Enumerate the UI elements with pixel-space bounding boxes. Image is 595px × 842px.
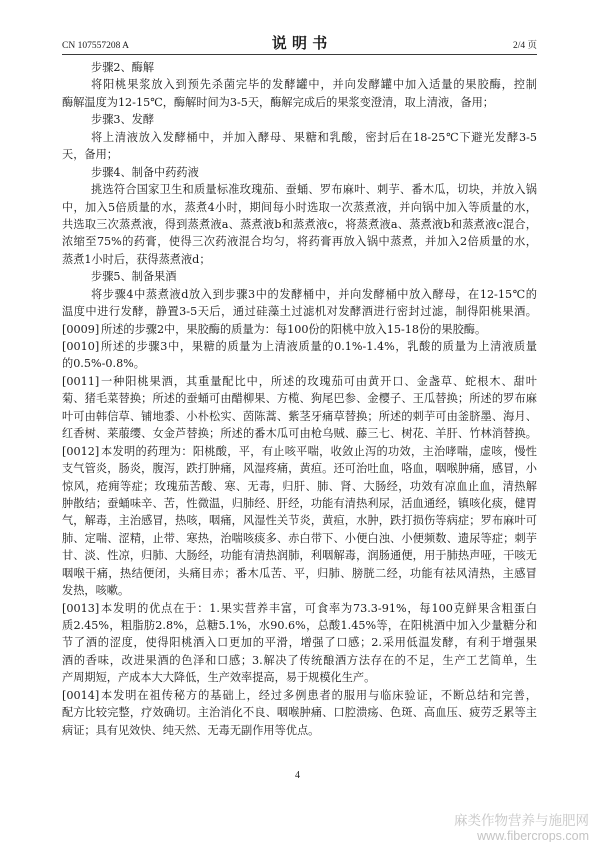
text-line: 甘、淡、性凉，归肺、大肠经，功能有清热润肺，利咽解毒，润肠通便，用于肺热声哑，干咳无: [62, 549, 537, 563]
paragraph-number: [0013]: [62, 601, 100, 615]
text-line: 病证；具有见效快、纯天然、无毒无副作用等优点。: [62, 723, 320, 737]
patent-number: CN 107557208 A: [62, 41, 130, 51]
text-line: 酒的香味，改进果酒的色泽和口感；3.解决了传统酿酒方法存在的不足，生产工艺简单，生: [62, 653, 537, 667]
text-line: 酶解温度为12-15℃，酶解时间为3-5天，酶解完成后的果浆变澄清，取上清液，备用；: [62, 95, 494, 109]
text-line: 节了酒的涩度，使得阳桃酒入口更加的平滑，增强了口感；2.采用低温发酵，有利于增强果: [62, 636, 537, 650]
text-line: 咽喉干痛，热结便闭，头痛目赤；番木瓜苦、平，归肺、膀胱二经，功能有祛风清热，主感冒: [62, 566, 537, 580]
text-line: 发热，咳嗽。: [62, 584, 130, 598]
paragraph-number: [0014]: [62, 688, 100, 702]
paragraph-number: [0009]: [62, 322, 100, 336]
text-line: 菊、猪毛菜替换；所述的蚕蛹可由醋柳果、方榄、狗尾巴参、金樱子、王瓜替换；所述的罗布麻: [62, 392, 537, 406]
paragraph: [62, 338, 537, 373]
page-header: [62, 36, 537, 55]
text-line: 肿散结；蚕蛹味辛、苦，性微温，归肺经、肝经，功能有清热利尿，活血通经，镇咳化痰，健胃: [62, 496, 537, 510]
text-line: 共选取三次蒸煮液，得到蒸煮液a、蒸煮液b和蒸煮液c，将蒸煮液a、蒸煮液b和蒸煮液c混合，: [62, 217, 537, 231]
text-line: 温度中进行发酵，静置3-5天后，通过硅藻土过滤机对发酵酒进行密封过滤，制得阳桃果酒。: [62, 305, 537, 319]
text-line: 气，解毒，主治感冒，热咳，咽痛，风湿性关节炎，黄疸，水肿，跌打损伤等病症；罗布麻叶可: [62, 514, 537, 528]
document-title: 说 明 书: [271, 34, 328, 52]
text-line: 质2.45%，粗脂肪2.8%，总糖5.1%，水90.6%，总酸1.45%等，在阳桃酒中加入少量糖分和: [62, 619, 537, 632]
paragraph: [62, 373, 537, 443]
text-line: 配方比较完整，疗效确切。主治消化不良、咽喉肿痛、口腔溃疡、色斑、高血压、疲劳乏累等主: [62, 706, 537, 720]
page-number: 4: [295, 770, 300, 781]
text-line: 本发明的优点在于：1.果实营养丰富，可食率为73.3-91%，每100克鲜果含粗蛋白: [101, 601, 537, 615]
step-section: [62, 59, 537, 111]
document-body: [62, 59, 537, 739]
text-line: 一种阳桃果酒，其重量配比中，所述的玫瑰茄可由黄开口、金盏草、蛇根木、甜叶: [101, 374, 537, 388]
watermark-site-name: 麻类作物营养与施肥网: [454, 813, 589, 829]
step-section: [62, 268, 537, 320]
text-line: 叶可由韩信草、铺地黍、小朴松实、茵陈蒿、紫茎牙痛草替换；所述的刺芋可由釜脐墨、海月、: [62, 409, 537, 423]
watermark-url: www.fibercrops.com: [477, 829, 589, 842]
step-heading: 步骤5、制备果酒: [91, 270, 177, 284]
text-line: 将阳桃果浆放入到预先杀菌完毕的发酵罐中，并向发酵罐中加入适量的果胶酶，控制: [91, 78, 537, 92]
text-line: 支气管炎，肠炎，腹泻，跌打肿痛，风湿疼痛，黄疸。还可治吐血，咯血，咽喉肿痛，感冒，小: [62, 462, 537, 476]
text-line: 所述的步骤3中，果糖的质量为上清液质量的0.1%-1.4%，乳酸的质量为上清液质量: [101, 340, 537, 353]
text-line: 挑选符合国家卫生和质量标准玫瑰茄、蚕蛹、罗布麻叶、刺芋、番木瓜，切块，并放入锅: [91, 183, 537, 197]
text-line: 红香树、莱菔缨、女金芦替换；所述的番木瓜可由枪乌贼、藤三七、树花、羊肝、竹林消替换。: [62, 427, 537, 441]
text-line: 肺、定喘、涩精，止带、寒热，治喘咳痰多、赤白带下、小便白浊、小便频数、遗尿等症；刺芋: [62, 531, 537, 545]
text-line: 的0.5%-0.8%。: [62, 357, 145, 371]
text-line: 将上清液放入发酵桶中，并加入酵母、果糖和乳酸，密封后在18-25℃下避光发酵3-5: [91, 130, 537, 144]
text-line: 所述的步骤2中，果胶酶的质量为：每100份的阳桃中放入15-18份的果胶酶。: [101, 322, 487, 336]
watermark: [454, 814, 589, 842]
text-line: 惊风，疮痈等症；玫瑰茄苦酸、寒、无毒，归肝、肺、肾、大肠经，功效有凉血止血，清热解: [62, 479, 537, 493]
step-section: [62, 111, 537, 163]
text-line: 浓缩至75%的药膏，使得三次药液混合均匀，将药膏再放入锅中蒸煮，并加入2倍质量的水，: [62, 235, 537, 249]
paragraph: [62, 321, 537, 338]
text-line: 将步骤4中蒸煮液d放入到步骤3中的发酵桶中，并向发酵桶中放入酵母，在12-15℃的: [91, 287, 537, 301]
paragraph: [62, 687, 537, 739]
step-heading: 步骤3、发酵: [91, 113, 155, 127]
text-line: 本发明在祖传秘方的基础上，经过多例患者的服用与临床验证，不断总结和完善，: [101, 688, 537, 702]
paragraph-number: [0011]: [62, 374, 100, 388]
paragraph: [62, 600, 537, 687]
step-heading: 步骤4、制备中药药液: [91, 165, 199, 179]
text-line: 产周期短，产成本大大降低，生产效率提高，易于规模化生产。: [62, 671, 376, 685]
step-heading: 步骤2、酶解: [91, 61, 155, 74]
page-info: 2/4 页: [512, 41, 537, 51]
text-line: 蒸煮1小时后，获得蒸煮液d；: [62, 252, 211, 266]
paragraph-number: [0010]: [62, 340, 100, 353]
paragraph: [62, 443, 537, 600]
step-section: [62, 164, 537, 269]
paragraph-number: [0012]: [62, 444, 100, 458]
text-line: 中，加入5倍质量的水，蒸煮4小时，期间每小时选取一次蒸煮液，并向锅中加入等质量的水，: [62, 200, 537, 214]
text-line: 本发明的药理为：阳桃酸，平，有止咳平喘，收敛止泻的功效，主治哮喘，虚咳，慢性: [101, 444, 537, 458]
text-line: 天，备用；: [62, 148, 118, 162]
